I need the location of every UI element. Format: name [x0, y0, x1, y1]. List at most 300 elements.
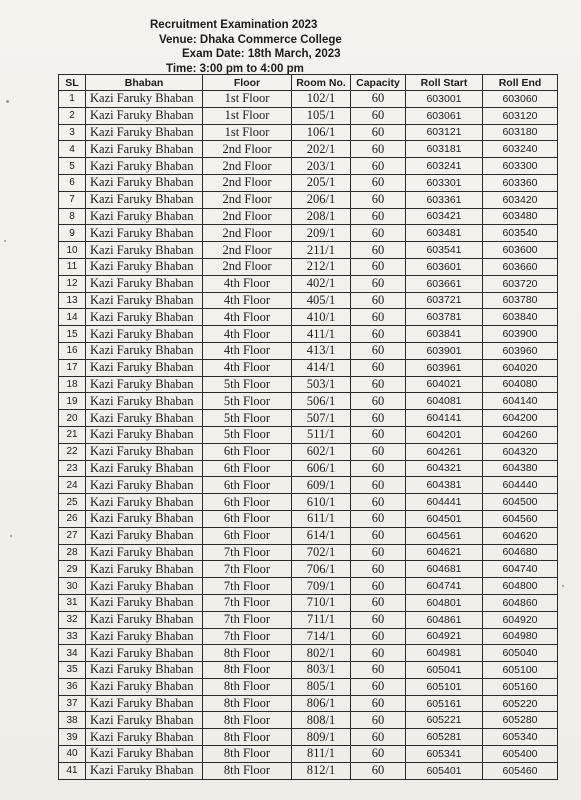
floor-cell: 4th Floor [203, 326, 292, 343]
room-cell: 711/1 [292, 611, 351, 628]
roll-start-cell: 604801 [406, 594, 483, 611]
table-row [59, 124, 558, 141]
room-cell: 503/1 [292, 376, 351, 393]
floor-cell: 5th Floor [203, 376, 292, 393]
roll-start-cell: 604321 [406, 460, 483, 477]
bhaban-cell: Kazi Faruky Bhaban [86, 477, 203, 494]
roll-end-cell: 605400 [483, 746, 558, 763]
sl-cell: 23 [59, 460, 86, 477]
roll-start-cell: 604381 [406, 477, 483, 494]
roll-start-cell: 603601 [406, 258, 483, 275]
sl-cell: 35 [59, 662, 86, 679]
roll-end-cell: 604620 [483, 527, 558, 544]
sl-cell: 22 [59, 443, 86, 460]
capacity-cell: 60 [351, 712, 406, 729]
room-cell: 212/1 [292, 258, 351, 275]
table-row [59, 712, 558, 729]
roll-end-cell: 603900 [483, 326, 558, 343]
roll-end-cell: 604920 [483, 611, 558, 628]
room-cell: 812/1 [292, 762, 351, 779]
floor-cell: 8th Floor [203, 729, 292, 746]
sl-cell: 39 [59, 729, 86, 746]
floor-cell: 7th Floor [203, 561, 292, 578]
roll-start-cell: 603661 [406, 275, 483, 292]
bhaban-cell: Kazi Faruky Bhaban [86, 662, 203, 679]
roll-start-cell: 604741 [406, 578, 483, 595]
floor-cell: 5th Floor [203, 393, 292, 410]
roll-start-cell: 603781 [406, 309, 483, 326]
bhaban-cell: Kazi Faruky Bhaban [86, 342, 203, 359]
column-header-capacity: Capacity [351, 75, 406, 91]
bhaban-cell: Kazi Faruky Bhaban [86, 124, 203, 141]
floor-cell: 7th Floor [203, 544, 292, 561]
room-cell: 809/1 [292, 729, 351, 746]
room-cell: 702/1 [292, 544, 351, 561]
sl-cell: 7 [59, 191, 86, 208]
roll-end-cell: 603960 [483, 342, 558, 359]
room-cell: 507/1 [292, 410, 351, 427]
floor-cell: 6th Floor [203, 443, 292, 460]
sl-cell: 36 [59, 678, 86, 695]
table-row [59, 477, 558, 494]
capacity-cell: 60 [351, 326, 406, 343]
room-cell: 506/1 [292, 393, 351, 410]
roll-start-cell: 603181 [406, 141, 483, 158]
table-row [59, 208, 558, 225]
capacity-cell: 60 [351, 645, 406, 662]
roll-start-cell: 604861 [406, 611, 483, 628]
capacity-cell: 60 [351, 174, 406, 191]
roll-start-cell: 603961 [406, 359, 483, 376]
roll-start-cell: 604621 [406, 544, 483, 561]
room-cell: 511/1 [292, 426, 351, 443]
roll-start-cell: 603361 [406, 191, 483, 208]
sl-cell: 37 [59, 695, 86, 712]
table-row [59, 628, 558, 645]
table-row [59, 678, 558, 695]
table-row [59, 578, 558, 595]
roll-end-cell: 604080 [483, 376, 558, 393]
roll-start-cell: 604921 [406, 628, 483, 645]
floor-cell: 8th Floor [203, 712, 292, 729]
room-cell: 710/1 [292, 594, 351, 611]
floor-cell: 4th Floor [203, 275, 292, 292]
roll-end-cell: 605040 [483, 645, 558, 662]
capacity-cell: 60 [351, 477, 406, 494]
roll-end-cell: 604380 [483, 460, 558, 477]
room-cell: 811/1 [292, 746, 351, 763]
bhaban-cell: Kazi Faruky Bhaban [86, 578, 203, 595]
sl-cell: 11 [59, 258, 86, 275]
roll-start-cell: 604561 [406, 527, 483, 544]
roll-start-cell: 605401 [406, 762, 483, 779]
sl-cell: 16 [59, 342, 86, 359]
roll-start-cell: 603481 [406, 225, 483, 242]
room-cell: 102/1 [292, 91, 351, 108]
roll-end-cell: 604260 [483, 426, 558, 443]
capacity-cell: 60 [351, 91, 406, 108]
floor-cell: 6th Floor [203, 477, 292, 494]
roll-end-cell: 603360 [483, 174, 558, 191]
sl-cell: 3 [59, 124, 86, 141]
bhaban-cell: Kazi Faruky Bhaban [86, 107, 203, 124]
bhaban-cell: Kazi Faruky Bhaban [86, 460, 203, 477]
venue-line: Venue: Dhaka Commerce College [159, 33, 342, 46]
bhaban-cell: Kazi Faruky Bhaban [86, 376, 203, 393]
roll-start-cell: 604681 [406, 561, 483, 578]
capacity-cell: 60 [351, 242, 406, 259]
roll-end-cell: 604980 [483, 628, 558, 645]
bhaban-cell: Kazi Faruky Bhaban [86, 208, 203, 225]
roll-end-cell: 603780 [483, 292, 558, 309]
roll-end-cell: 603540 [483, 225, 558, 242]
bhaban-cell: Kazi Faruky Bhaban [86, 695, 203, 712]
capacity-cell: 60 [351, 309, 406, 326]
roll-start-cell: 604081 [406, 393, 483, 410]
table-row [59, 225, 558, 242]
table-row [59, 242, 558, 259]
roll-end-cell: 603480 [483, 208, 558, 225]
roll-end-cell: 604140 [483, 393, 558, 410]
table-row [59, 544, 558, 561]
room-cell: 211/1 [292, 242, 351, 259]
capacity-cell: 60 [351, 578, 406, 595]
floor-cell: 7th Floor [203, 628, 292, 645]
room-cell: 202/1 [292, 141, 351, 158]
table-row [59, 275, 558, 292]
capacity-cell: 60 [351, 561, 406, 578]
sl-cell: 29 [59, 561, 86, 578]
sl-cell: 1 [59, 91, 86, 108]
sl-cell: 18 [59, 376, 86, 393]
capacity-cell: 60 [351, 376, 406, 393]
sl-cell: 31 [59, 594, 86, 611]
roll-end-cell: 603300 [483, 158, 558, 175]
room-cell: 602/1 [292, 443, 351, 460]
sl-cell: 25 [59, 494, 86, 511]
roll-start-cell: 605221 [406, 712, 483, 729]
sl-cell: 9 [59, 225, 86, 242]
capacity-cell: 60 [351, 124, 406, 141]
table-row [59, 258, 558, 275]
floor-cell: 4th Floor [203, 292, 292, 309]
capacity-cell: 60 [351, 662, 406, 679]
capacity-cell: 60 [351, 107, 406, 124]
roll-end-cell: 604440 [483, 477, 558, 494]
exam-time-line: Time: 3:00 pm to 4:00 pm [166, 62, 304, 75]
room-cell: 803/1 [292, 662, 351, 679]
sl-cell: 30 [59, 578, 86, 595]
room-cell: 606/1 [292, 460, 351, 477]
roll-end-cell: 603060 [483, 91, 558, 108]
table-row [59, 611, 558, 628]
room-cell: 402/1 [292, 275, 351, 292]
sl-cell: 6 [59, 174, 86, 191]
capacity-cell: 60 [351, 275, 406, 292]
table-row [59, 393, 558, 410]
room-cell: 802/1 [292, 645, 351, 662]
sl-cell: 4 [59, 141, 86, 158]
table-row [59, 292, 558, 309]
table-row [59, 342, 558, 359]
capacity-cell: 60 [351, 141, 406, 158]
capacity-cell: 60 [351, 510, 406, 527]
room-cell: 208/1 [292, 208, 351, 225]
table-row [59, 309, 558, 326]
capacity-cell: 60 [351, 359, 406, 376]
room-cell: 614/1 [292, 527, 351, 544]
capacity-cell: 60 [351, 678, 406, 695]
roll-end-cell: 605160 [483, 678, 558, 695]
bhaban-cell: Kazi Faruky Bhaban [86, 158, 203, 175]
bhaban-cell: Kazi Faruky Bhaban [86, 746, 203, 763]
table-body [59, 91, 558, 780]
bhaban-cell: Kazi Faruky Bhaban [86, 174, 203, 191]
bhaban-cell: Kazi Faruky Bhaban [86, 729, 203, 746]
roll-end-cell: 605340 [483, 729, 558, 746]
sl-cell: 2 [59, 107, 86, 124]
roll-start-cell: 604141 [406, 410, 483, 427]
bhaban-cell: Kazi Faruky Bhaban [86, 594, 203, 611]
roll-end-cell: 604320 [483, 443, 558, 460]
floor-cell: 7th Floor [203, 578, 292, 595]
sl-cell: 28 [59, 544, 86, 561]
bhaban-cell: Kazi Faruky Bhaban [86, 712, 203, 729]
column-header-roll-start: Roll Start [406, 75, 483, 91]
table-row [59, 359, 558, 376]
sl-cell: 38 [59, 712, 86, 729]
exam-title: Recruitment Examination 2023 [150, 19, 318, 31]
capacity-cell: 60 [351, 544, 406, 561]
roll-end-cell: 603120 [483, 107, 558, 124]
sl-cell: 13 [59, 292, 86, 309]
capacity-cell: 60 [351, 494, 406, 511]
floor-cell: 8th Floor [203, 662, 292, 679]
roll-start-cell: 604261 [406, 443, 483, 460]
table-row [59, 376, 558, 393]
sl-cell: 12 [59, 275, 86, 292]
document-header [0, 18, 581, 76]
roll-start-cell: 603721 [406, 292, 483, 309]
sl-cell: 26 [59, 510, 86, 527]
floor-cell: 4th Floor [203, 359, 292, 376]
sl-cell: 33 [59, 628, 86, 645]
paper-speck [562, 585, 564, 587]
paper-speck [10, 535, 12, 537]
roll-end-cell: 604680 [483, 544, 558, 561]
table-row [59, 561, 558, 578]
sl-cell: 40 [59, 746, 86, 763]
bhaban-cell: Kazi Faruky Bhaban [86, 393, 203, 410]
capacity-cell: 60 [351, 729, 406, 746]
roll-end-cell: 604560 [483, 510, 558, 527]
floor-cell: 6th Floor [203, 527, 292, 544]
roll-start-cell: 603241 [406, 158, 483, 175]
roll-end-cell: 603840 [483, 309, 558, 326]
roll-start-cell: 603901 [406, 342, 483, 359]
table-row [59, 594, 558, 611]
column-header-roll-end: Roll End [483, 75, 558, 91]
bhaban-cell: Kazi Faruky Bhaban [86, 359, 203, 376]
table-row [59, 729, 558, 746]
sl-cell: 41 [59, 762, 86, 779]
roll-start-cell: 604021 [406, 376, 483, 393]
sl-cell: 32 [59, 611, 86, 628]
column-header-floor: Floor [203, 75, 292, 91]
floor-cell: 2nd Floor [203, 208, 292, 225]
table-row [59, 141, 558, 158]
capacity-cell: 60 [351, 443, 406, 460]
room-cell: 206/1 [292, 191, 351, 208]
roll-start-cell: 605341 [406, 746, 483, 763]
roll-end-cell: 604500 [483, 494, 558, 511]
capacity-cell: 60 [351, 158, 406, 175]
bhaban-cell: Kazi Faruky Bhaban [86, 141, 203, 158]
bhaban-cell: Kazi Faruky Bhaban [86, 426, 203, 443]
bhaban-cell: Kazi Faruky Bhaban [86, 275, 203, 292]
sl-cell: 5 [59, 158, 86, 175]
capacity-cell: 60 [351, 225, 406, 242]
table-row [59, 191, 558, 208]
room-cell: 806/1 [292, 695, 351, 712]
roll-end-cell: 603180 [483, 124, 558, 141]
room-cell: 805/1 [292, 678, 351, 695]
floor-cell: 7th Floor [203, 594, 292, 611]
table-row [59, 91, 558, 108]
sl-cell: 27 [59, 527, 86, 544]
roll-end-cell: 605220 [483, 695, 558, 712]
seat-plan-table [58, 74, 558, 780]
roll-end-cell: 604020 [483, 359, 558, 376]
roll-start-cell: 604981 [406, 645, 483, 662]
table-header-row [59, 75, 558, 91]
room-cell: 714/1 [292, 628, 351, 645]
capacity-cell: 60 [351, 628, 406, 645]
roll-start-cell: 605281 [406, 729, 483, 746]
floor-cell: 8th Floor [203, 762, 292, 779]
floor-cell: 8th Floor [203, 645, 292, 662]
table-row [59, 410, 558, 427]
sl-cell: 20 [59, 410, 86, 427]
table-row [59, 762, 558, 779]
room-cell: 410/1 [292, 309, 351, 326]
floor-cell: 8th Floor [203, 695, 292, 712]
column-header-sl: SL [59, 75, 86, 91]
bhaban-cell: Kazi Faruky Bhaban [86, 561, 203, 578]
room-cell: 609/1 [292, 477, 351, 494]
room-cell: 106/1 [292, 124, 351, 141]
roll-end-cell: 604740 [483, 561, 558, 578]
bhaban-cell: Kazi Faruky Bhaban [86, 443, 203, 460]
room-cell: 105/1 [292, 107, 351, 124]
bhaban-cell: Kazi Faruky Bhaban [86, 678, 203, 695]
table-row [59, 158, 558, 175]
floor-cell: 8th Floor [203, 678, 292, 695]
table-row [59, 645, 558, 662]
room-cell: 205/1 [292, 174, 351, 191]
table-row [59, 510, 558, 527]
roll-start-cell: 603121 [406, 124, 483, 141]
table-row [59, 443, 558, 460]
roll-start-cell: 605161 [406, 695, 483, 712]
bhaban-cell: Kazi Faruky Bhaban [86, 242, 203, 259]
roll-end-cell: 605280 [483, 712, 558, 729]
bhaban-cell: Kazi Faruky Bhaban [86, 191, 203, 208]
capacity-cell: 60 [351, 342, 406, 359]
room-cell: 203/1 [292, 158, 351, 175]
capacity-cell: 60 [351, 611, 406, 628]
bhaban-cell: Kazi Faruky Bhaban [86, 309, 203, 326]
room-cell: 414/1 [292, 359, 351, 376]
floor-cell: 4th Floor [203, 342, 292, 359]
floor-cell: 6th Floor [203, 460, 292, 477]
sl-cell: 14 [59, 309, 86, 326]
capacity-cell: 60 [351, 426, 406, 443]
room-cell: 610/1 [292, 494, 351, 511]
bhaban-cell: Kazi Faruky Bhaban [86, 494, 203, 511]
bhaban-cell: Kazi Faruky Bhaban [86, 292, 203, 309]
floor-cell: 2nd Floor [203, 158, 292, 175]
floor-cell: 8th Floor [203, 746, 292, 763]
capacity-cell: 60 [351, 410, 406, 427]
floor-cell: 5th Floor [203, 410, 292, 427]
capacity-cell: 60 [351, 762, 406, 779]
floor-cell: 6th Floor [203, 494, 292, 511]
floor-cell: 1st Floor [203, 91, 292, 108]
column-header-room: Room No. [292, 75, 351, 91]
roll-end-cell: 604200 [483, 410, 558, 427]
roll-end-cell: 603600 [483, 242, 558, 259]
floor-cell: 1st Floor [203, 124, 292, 141]
room-cell: 413/1 [292, 342, 351, 359]
bhaban-cell: Kazi Faruky Bhaban [86, 544, 203, 561]
roll-end-cell: 604860 [483, 594, 558, 611]
sl-cell: 17 [59, 359, 86, 376]
floor-cell: 1st Floor [203, 107, 292, 124]
roll-start-cell: 603301 [406, 174, 483, 191]
capacity-cell: 60 [351, 594, 406, 611]
bhaban-cell: Kazi Faruky Bhaban [86, 527, 203, 544]
bhaban-cell: Kazi Faruky Bhaban [86, 326, 203, 343]
floor-cell: 2nd Floor [203, 191, 292, 208]
table-row [59, 662, 558, 679]
bhaban-cell: Kazi Faruky Bhaban [86, 611, 203, 628]
sl-cell: 19 [59, 393, 86, 410]
roll-end-cell: 605100 [483, 662, 558, 679]
capacity-cell: 60 [351, 527, 406, 544]
floor-cell: 5th Floor [203, 426, 292, 443]
room-cell: 405/1 [292, 292, 351, 309]
table-row [59, 494, 558, 511]
sl-cell: 10 [59, 242, 86, 259]
floor-cell: 2nd Floor [203, 174, 292, 191]
table-row [59, 174, 558, 191]
roll-start-cell: 604441 [406, 494, 483, 511]
roll-start-cell: 603841 [406, 326, 483, 343]
roll-end-cell: 603240 [483, 141, 558, 158]
sl-cell: 8 [59, 208, 86, 225]
bhaban-cell: Kazi Faruky Bhaban [86, 225, 203, 242]
bhaban-cell: Kazi Faruky Bhaban [86, 258, 203, 275]
bhaban-cell: Kazi Faruky Bhaban [86, 762, 203, 779]
bhaban-cell: Kazi Faruky Bhaban [86, 410, 203, 427]
roll-start-cell: 603421 [406, 208, 483, 225]
floor-cell: 2nd Floor [203, 242, 292, 259]
table-row [59, 746, 558, 763]
room-cell: 706/1 [292, 561, 351, 578]
floor-cell: 2nd Floor [203, 141, 292, 158]
room-cell: 611/1 [292, 510, 351, 527]
